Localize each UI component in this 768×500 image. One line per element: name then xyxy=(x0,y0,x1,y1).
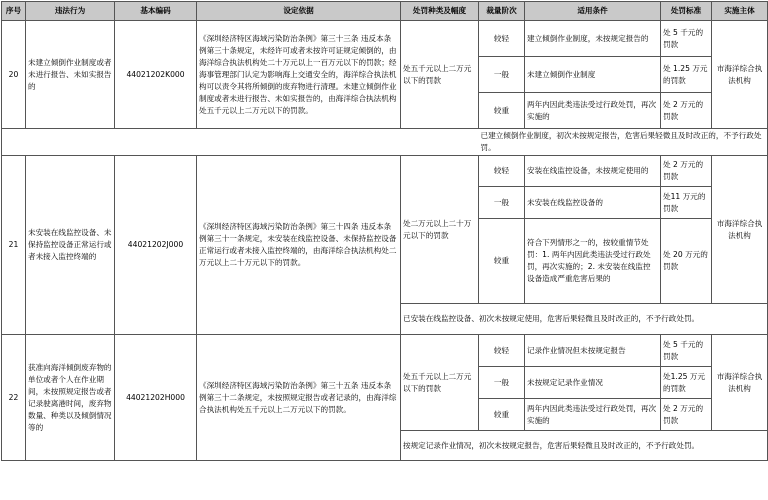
level-cell: 较重 xyxy=(479,219,525,304)
authority-cell: 市海洋综合执法机构 xyxy=(712,335,768,431)
standard-cell: 处 2 万元的罚款 xyxy=(661,93,712,129)
condition-cell: 两年内因此类违法受过行政处罚，再次实施的 xyxy=(525,93,661,129)
header-standard: 处罚标准 xyxy=(661,2,712,21)
authority-cell: 市海洋综合执法机构 xyxy=(712,156,768,304)
header-condition: 适用条件 xyxy=(525,2,661,21)
behavior-cell: 未安装在线监控设备、未保持监控设备正常运行或者未接入监控终端的 xyxy=(26,156,115,335)
header-basis: 设定依据 xyxy=(197,2,401,21)
header-authority: 实施主体 xyxy=(712,2,768,21)
row-number: 21 xyxy=(2,156,26,335)
penalty-range-cell: 处二万元以上二十万元以下的罚款 xyxy=(401,156,479,304)
standard-cell: 处 2 万元的罚款 xyxy=(661,156,712,187)
basis-cell: 《深圳经济特区海域污染防治条例》第三十四条 违反本条例第三十一条规定，未安装在线监控设备、未保持监控设备正常运行或者未接入监控终端的，由海洋综合执法机构处二万元以上二十万元以下的罚款。 xyxy=(197,156,401,335)
condition-cell: 建立倾倒作业制度，未按规定报告的 xyxy=(525,21,661,57)
level-cell: 一般 xyxy=(479,367,525,399)
header-behavior: 违法行为 xyxy=(26,2,115,21)
exemption-note: 已建立倾倒作业制度，初次未按规定报告，危害后果轻微且及时改正的，不予行政处罚。 xyxy=(479,129,768,156)
standard-cell: 处11 万元的罚款 xyxy=(661,187,712,219)
condition-cell: 两年内因此类违法受过行政处罚，再次实施的 xyxy=(525,399,661,431)
header-no: 序号 xyxy=(2,2,26,21)
level-cell: 较重 xyxy=(479,399,525,431)
row-number: 22 xyxy=(2,335,26,461)
condition-cell: 未安装在线监控设备的 xyxy=(525,187,661,219)
standard-cell: 处 20 万元的罚款 xyxy=(661,219,712,304)
code-cell: 44021202J000 xyxy=(115,156,197,335)
table-row xyxy=(2,21,768,57)
note-spacer xyxy=(2,129,479,156)
standard-cell: 处 2 万元的罚款 xyxy=(661,399,712,431)
condition-cell: 符合下列情形之一的，按较重情节处罚：1. 两年内因此类违法受过行政处罚，再次实施的；2. 未安装在线监控设备造成严重危害后果的 xyxy=(525,219,661,304)
condition-cell: 未按规定记录作业情况 xyxy=(525,367,661,399)
standard-cell: 处1.25 万元的罚款 xyxy=(661,367,712,399)
condition-cell: 未建立倾倒作业制度 xyxy=(525,57,661,93)
standard-cell: 处 5 千元的罚款 xyxy=(661,335,712,367)
header-row xyxy=(2,2,768,21)
penalty-table xyxy=(1,1,768,461)
exemption-note: 按规定记录作业情况，初次未按规定报告，危害后果轻微且及时改正的，不予行政处罚。 xyxy=(401,431,768,461)
level-cell: 较轻 xyxy=(479,21,525,57)
exemption-note: 已安装在线监控设备、初次未按规定使用，危害后果轻微且及时改正的，不予行政处罚。 xyxy=(401,304,768,335)
header-level: 裁量阶次 xyxy=(479,2,525,21)
table-row xyxy=(2,335,768,367)
behavior-cell: 获准向海洋倾倒废弃物的单位或者个人在作业期间，未按照规定报告或者记录驶离港时间，废弃物数量、种类以及倾倒情况等的 xyxy=(26,335,115,461)
level-cell: 较轻 xyxy=(479,335,525,367)
note-row xyxy=(2,129,768,156)
penalty-range-cell: 处五千元以上二万元以下的罚款 xyxy=(401,21,479,129)
code-cell: 44021202H000 xyxy=(115,335,197,461)
level-cell: 一般 xyxy=(479,187,525,219)
header-code: 基本编码 xyxy=(115,2,197,21)
authority-cell: 市海洋综合执法机构 xyxy=(712,21,768,129)
table-row xyxy=(2,156,768,187)
row-number: 20 xyxy=(2,21,26,129)
condition-cell: 记录作业情况但未按规定报告 xyxy=(525,335,661,367)
level-cell: 较重 xyxy=(479,93,525,129)
standard-cell: 处 5 千元的罚款 xyxy=(661,21,712,57)
basis-cell: 《深圳经济特区海域污染防治条例》第三十五条 违反本条例第三十二条规定，未按照规定报告或者记录的，由海洋综合执法机构处五千元以上二万元以下的罚款。 xyxy=(197,335,401,461)
basis-cell: 《深圳经济特区海域污染防治条例》第三十三条 违反本条例第三十条规定，未经许可或者未按许可证规定倾倒的，由海洋综合执法机构处二十万元以上一百万元以下的罚款；经海事管理部门认定为影响海上交通安全的，海洋综合执法机构可以责令其将所倾倒的废弃物进行清理。未建立倾倒作业制度或者未进行报告、未如实报告的，由海洋综合执法机构处五千元以上二万元以下的罚款。 xyxy=(197,21,401,129)
level-cell: 较轻 xyxy=(479,156,525,187)
behavior-cell: 未建立倾倒作业制度或者未进行报告、未如实报告的 xyxy=(26,21,115,129)
condition-cell: 安装在线监控设备，未按规定使用的 xyxy=(525,156,661,187)
header-penalty: 处罚种类及幅度 xyxy=(401,2,479,21)
standard-cell: 处 1.25 万元的罚款 xyxy=(661,57,712,93)
level-cell: 一般 xyxy=(479,57,525,93)
code-cell: 44021202K000 xyxy=(115,21,197,129)
penalty-range-cell: 处五千元以上二万元以下的罚款 xyxy=(401,335,479,431)
